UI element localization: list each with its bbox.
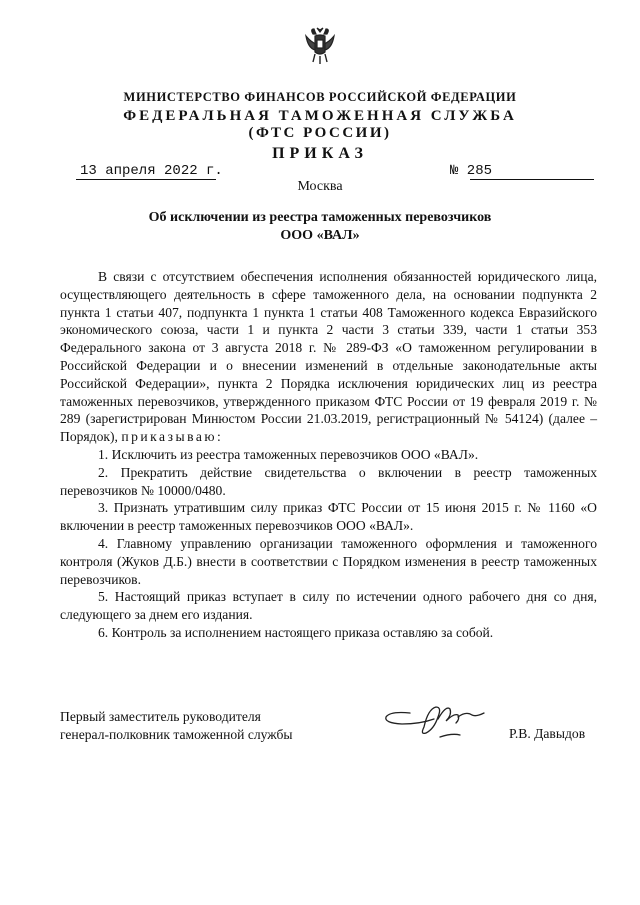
order-date: 13 апреля 2022 г. <box>80 163 223 179</box>
position-line-2: генерал-полковник таможенной службы <box>60 727 293 742</box>
document-type: ПРИКАЗ <box>272 145 368 162</box>
title-line-1: Об исключении из реестра таможенных перевозчиков <box>148 210 492 225</box>
position-line-1: Первый заместитель руководителя <box>60 709 261 724</box>
city: Москва <box>297 179 343 194</box>
state-emblem-icon <box>302 26 338 66</box>
handwritten-signature <box>380 697 500 741</box>
service-abbreviation: (ФТС РОССИИ) <box>248 125 392 141</box>
order-number: № 285 <box>450 163 493 179</box>
ministry-name: МИНИСТЕРСТВО ФИНАНСОВ РОССИЙСКОЙ ФЕДЕРАЦИИ <box>123 90 517 104</box>
list-item: 3. Признать утратившим силу приказ ФТС России от 15 июня 2015 г. № 1160 «О включении в реестр таможенных перевозчиков ООО «ВАЛ». <box>60 500 597 534</box>
signatory-name: Р.В. Давыдов <box>509 726 586 741</box>
list-item: 6. Контроль за исполнением настоящего приказа оставляю за собой. <box>98 624 494 640</box>
title-line-2: ООО «ВАЛ» <box>280 228 360 243</box>
preamble-paragraph <box>60 268 597 446</box>
signatory-position <box>60 708 293 744</box>
list-item: 5. Настоящий приказ вступает в силу по истечении одного рабочего дня со дня, следующего за днем его издания. <box>60 589 597 623</box>
list-item: 2. Прекратить действие свидетельства о включении в реестр таможенных перевозчиков № 10000/0480. <box>60 464 597 498</box>
service-name: ФЕДЕРАЛЬНАЯ ТАМОЖЕННАЯ СЛУЖБА <box>123 108 517 124</box>
list-item: 4. Главному управлению организации таможенного оформления и таможенного контроля (Жуков Д.Б.) внести в соответствии с Порядком изменения в реестр таможенных перевозчиков. <box>60 535 597 587</box>
decree-word: приказываю: <box>121 429 224 445</box>
preamble-text: В связи с отсутствием обеспечения исполнения обязанностей юридического лица, осуществляющего деятельность в сфере таможенного дела, на основании подпункта 2 пункта 1 статьи 407, подпункта 1 пункта 1 статьи 408 Таможенного кодекса Евразийского экономического союза, части 1 и пункта 2 части 3 статьи 339, части 1 статьи 353 Федерального закона от 3 августа 2018 г. № 289-ФЗ «О таможенном регулировании в Российской Федерации и о внесении изменений в отдельные законодательные акты Российской Федерации», пункта 2 Порядка исключения юридических лиц из реестра таможенных перевозчиков, утвержденного приказом ФТС России от 19 февраля 2019 г. № 289 (зарегистрирован Минюстом России 21.03.2019, регистрационный № 54124) (далее – Порядок), <box>60 269 597 445</box>
list-item: 1. Исключить из реестра таможенных перевозчиков ООО «ВАЛ». <box>98 446 479 462</box>
document-body <box>60 268 597 642</box>
document-title <box>0 209 640 245</box>
